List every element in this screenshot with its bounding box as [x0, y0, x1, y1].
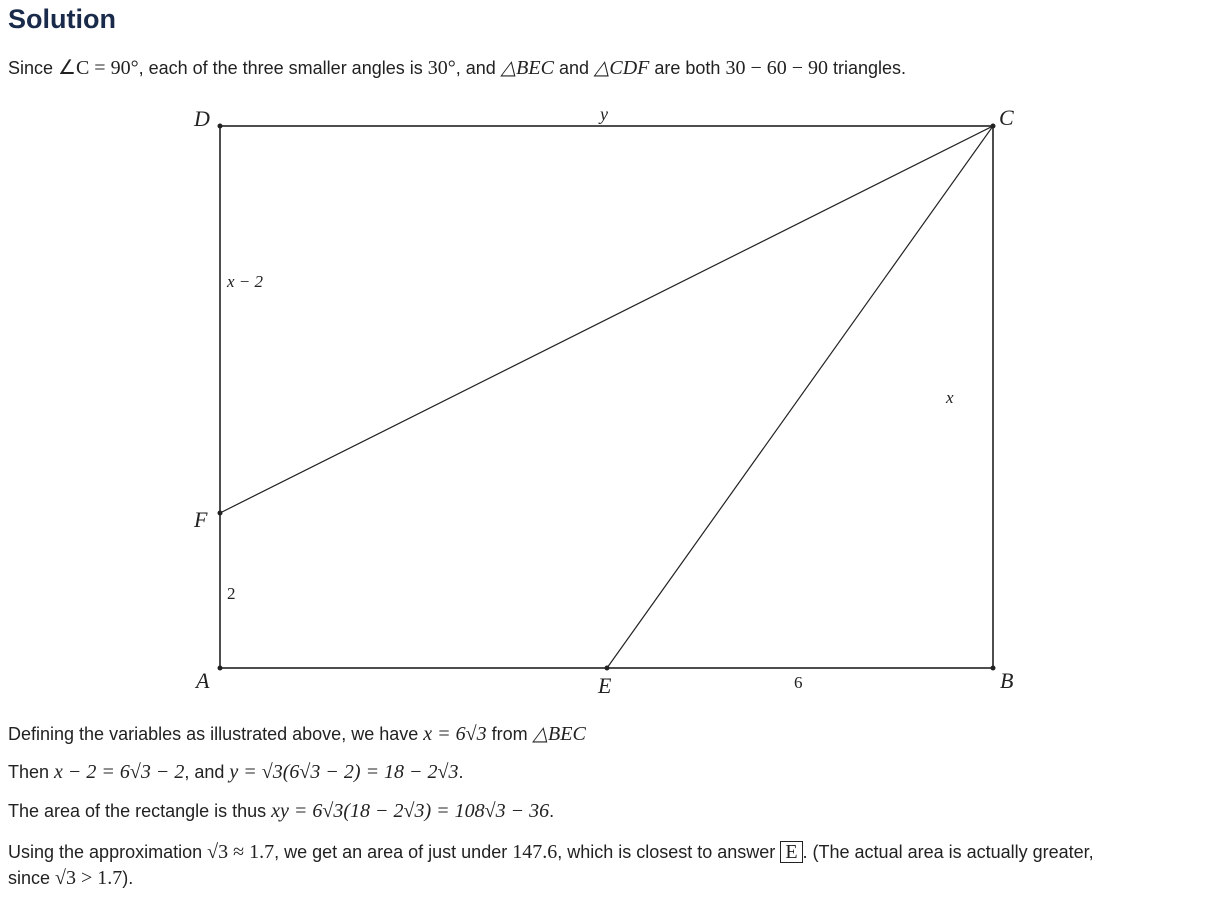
point-d: [218, 124, 223, 129]
point-a: [218, 666, 223, 671]
vertex-label-d: D: [194, 106, 210, 131]
intro-text-4: and: [553, 58, 594, 78]
triangle-bec-math: △BEC: [500, 57, 554, 79]
line1-math-2: △BEC: [532, 723, 586, 745]
line4-text-2: , we get an area of just under: [274, 842, 513, 862]
angle-c-math: ∠C = 90°: [58, 57, 139, 79]
line2-text-3: .: [458, 762, 464, 782]
rectangle-diagram: [180, 98, 1040, 702]
label-right-x: x: [946, 388, 954, 407]
line4-math-1: √3 ≈ 1.7: [207, 841, 275, 863]
line1-math-1: x = 6√3: [423, 723, 487, 745]
triangle-type-math: 30 − 60 − 90: [725, 57, 828, 79]
answer-box: E: [780, 841, 802, 863]
line1-text-2: from: [486, 724, 533, 744]
segment-ce: [607, 126, 993, 668]
line-1: [8, 722, 586, 746]
label-top-y: y: [600, 104, 608, 124]
rectangle-abcd: [220, 126, 993, 668]
line2-text-2: , and: [184, 762, 230, 782]
line4-text-1: Using the approximation: [8, 842, 208, 862]
intro-text-1: Since: [8, 58, 59, 78]
label-left-lower: 2: [227, 584, 236, 603]
intro-text-3: , and: [455, 58, 501, 78]
line-5: [8, 866, 133, 890]
line4-math-2: 147.6: [512, 841, 558, 863]
label-bottom-6: 6: [794, 673, 803, 692]
label-left-upper: x − 2: [227, 272, 264, 291]
intro-text-5: are both: [649, 58, 726, 78]
vertex-label-b: B: [1000, 668, 1014, 693]
line3-text-1: The area of the rectangle is thus: [8, 801, 272, 821]
line5-text-2: ).: [122, 868, 134, 888]
line4-text-3: , which is closest to answer: [557, 842, 781, 862]
line4-text-4: . (The actual area is actually greater,: [802, 842, 1094, 862]
solution-heading: Solution: [8, 4, 116, 34]
line-3: [8, 799, 554, 823]
point-e: [605, 666, 610, 671]
intro-paragraph: [8, 56, 906, 80]
segment-cf: [220, 126, 993, 513]
line-4: [8, 840, 1094, 864]
line5-text-1: since: [8, 868, 56, 888]
vertex-label-e: E: [598, 673, 612, 698]
line3-math-1: xy = 6√3(18 − 2√3) = 108√3 − 36: [271, 800, 550, 822]
line5-math-1: √3 > 1.7: [55, 867, 123, 889]
vertex-label-f: F: [194, 507, 208, 532]
vertex-label-c: C: [999, 105, 1014, 130]
intro-text-2: , each of the three smaller angles is: [138, 58, 428, 78]
point-b: [991, 666, 996, 671]
line3-text-2: .: [549, 801, 555, 821]
intro-text-6: triangles.: [828, 58, 907, 78]
line2-math-2: y = √3(6√3 − 2) = 18 − 2√3: [229, 761, 459, 783]
vertex-label-a: A: [196, 668, 210, 693]
line2-math-1: x − 2 = 6√3 − 2: [54, 761, 185, 783]
point-c: [991, 124, 996, 129]
line1-text-1: Defining the variables as illustrated above, we have: [8, 724, 424, 744]
point-f: [218, 511, 223, 516]
angle-30-math: 30°: [427, 57, 456, 79]
line2-text-1: Then: [8, 762, 55, 782]
line-2: [8, 760, 464, 784]
triangle-cdf-math: △CDF: [593, 57, 650, 79]
